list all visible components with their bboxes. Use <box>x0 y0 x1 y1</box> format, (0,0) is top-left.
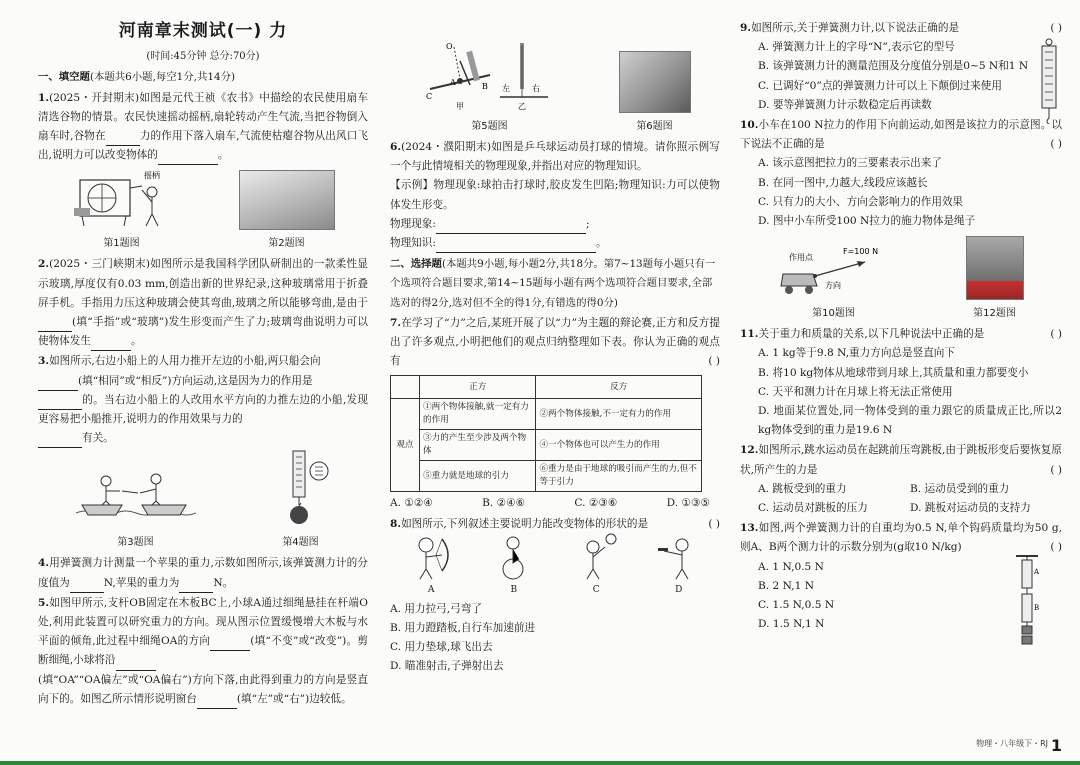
question-10: 10.小车在100 N拉力的作用下向前运动,如图是该拉力的示意图。以下说法不正确的是 ( ) <box>740 119 1062 151</box>
footer-label: 物理・八年级下・RJ <box>976 739 1048 748</box>
figure-5-caption: 第5题图 <box>471 120 508 132</box>
option-d[interactable]: D. 1.5 N,1 N <box>758 618 825 631</box>
label-o: O <box>445 41 453 51</box>
shooting-illustration <box>654 533 704 581</box>
figures-5-6 <box>390 38 720 136</box>
blank[interactable] <box>197 708 237 709</box>
question-2: 2.(2025・三门峡期末)如图所示是我国科学团队研制出的一款柔性显示玻璃,厚度仅有0.03 mm,创造出新的世界纪录,这种玻璃常用于折叠屏手机。手指用力压这种玻璃会使其弯曲,玻璃之所以能够弯曲,是由于(填“手指”或“玻璃”)发生形变而产生了力;玻璃弯曲说明力可以使物体发生 。 <box>38 255 368 351</box>
question-12-options <box>740 499 1062 518</box>
option-a[interactable]: A. 用力拉弓,弓弯了 <box>390 602 482 615</box>
figure-8b-label: B <box>510 584 518 595</box>
option-d[interactable]: D. 图中小车所受100 N拉力的施力物体是绳子 <box>758 215 976 228</box>
question-8-figures <box>390 534 720 600</box>
figure-3-caption: 第3题图 <box>117 537 154 549</box>
figure-10 <box>779 244 889 323</box>
cart-force-diagram <box>779 244 889 300</box>
label-scale-a: A <box>1034 567 1040 576</box>
table-cell: ⑤重力就是地球的引力 <box>420 461 536 492</box>
table-tennis-photo <box>619 51 691 113</box>
question-11: 11.关于重力和质量的关系,以下几种说法中正确的是 ( ) <box>740 328 1062 341</box>
figure-8d-label: D <box>675 584 683 595</box>
table-header-pro: 正方 <box>420 376 536 399</box>
question-4: 4.用弹簧测力计测量一个苹果的重力,示数如图所示,该弹簧测力计的分度值为 N,苹果的重力为 N。 <box>38 554 368 592</box>
spring-scale-icon <box>1036 38 1062 124</box>
question-8: 8.如图所示,下列叙述主要说明力能改变物体的形状的是 ( ) <box>390 517 720 530</box>
page-title: 河南章末测试(一) 力 <box>118 21 288 41</box>
option-a[interactable]: A. 弹簧测力计上的字母“N”,表示它的型号 <box>758 41 955 54</box>
option-a[interactable]: A. 1 N,0.5 N <box>758 560 824 573</box>
section-2-heading: 二、选择题(本题共9小题,每小题2分,共18分。第7~13题每小题只有一个选项符合题目要求,第14~15题每小题有两个选项符合题目要求,全部选对的得2分,选对但不全的得1分,有错选的得0分) <box>390 258 716 309</box>
blank[interactable] <box>116 670 156 671</box>
figures-3-4 <box>38 452 368 552</box>
figure-5 <box>420 41 560 136</box>
option-a[interactable]: A. 跳板受到的重力 <box>758 482 847 495</box>
table-row-label: 观点 <box>391 399 420 492</box>
section-1-heading: 一、填空题(本题共6小题,每空1分,共14分) <box>38 71 236 84</box>
option-b[interactable]: B. 在同一图中,力越大,线段应该越长 <box>758 176 928 189</box>
figure-12 <box>966 236 1024 323</box>
label-b: B <box>481 81 488 91</box>
blank[interactable] <box>38 331 72 332</box>
column-3 <box>740 18 1062 634</box>
table-header-con: 反方 <box>536 376 702 399</box>
label-left: 左 <box>501 83 510 93</box>
option-a[interactable]: A. 该示意图把拉力的三要素表示出来了 <box>758 157 942 170</box>
label-scale-b: B <box>1034 603 1040 612</box>
question-3: 3.如图所示,右边小船上的人用力推开左边的小船,两只船会向 (填“相同”或“相反”)方向运动,这是因为力的作用是 的。当右边小船上的人改用水平方向的力推左边的小船,发现更容易把小船推开,说明力的作用效果与力的 有关。 <box>38 352 368 448</box>
figure-1-caption: 第1题图 <box>103 238 140 250</box>
option-d[interactable]: D. 瞄准射击,子弹射出去 <box>390 660 504 673</box>
question-6-example: 【示例】物理现象:球拍击打球时,胶皮发生凹陷;物理知识:力可以使物体发生形变。 <box>390 179 720 211</box>
option-b[interactable]: B. 该弹簧测力计的测量范围及分度值分别是0~5 N和1 N <box>758 60 1029 73</box>
column-1 <box>38 18 368 709</box>
figure-6 <box>619 51 691 136</box>
table-cell: ④一个物体也可以产生力的作用 <box>536 430 702 461</box>
option-d[interactable]: D. 要等弹簧测力计示数稳定后再读数 <box>758 98 932 111</box>
blank[interactable] <box>210 650 250 651</box>
label-direction: 方向 <box>824 281 841 291</box>
option-c[interactable]: C. ②③⑥ <box>574 497 618 510</box>
figure-8a <box>406 533 456 600</box>
label-right: 右 <box>531 83 540 93</box>
figure-1 <box>72 168 172 253</box>
label-jia: 甲 <box>455 101 464 111</box>
option-b[interactable]: B. 2 N,1 N <box>758 579 814 592</box>
option-c[interactable]: C. 只有力的大小、方向会影响力的作用效果 <box>758 195 964 208</box>
boats-illustration <box>76 461 196 529</box>
figure-6-caption: 第6题图 <box>636 120 673 132</box>
figure-2 <box>239 170 335 253</box>
option-d[interactable]: D. ①③⑤ <box>666 497 710 510</box>
blank[interactable] <box>38 447 82 448</box>
two-spring-scales-diagram <box>1012 554 1042 646</box>
figure-2-caption: 第2题图 <box>268 238 305 250</box>
option-b[interactable]: B. 将10 kg物体从地球带到月球上,其质量和重力都要变小 <box>758 366 1029 379</box>
option-c[interactable]: C. 1.5 N,0.5 N <box>758 599 835 612</box>
bottom-bar <box>0 761 1080 765</box>
figure-12-caption: 第12题图 <box>973 308 1016 320</box>
option-c[interactable]: C. 天平和测力计在月球上将无法正常使用 <box>758 385 953 398</box>
figures-1-2 <box>38 169 368 253</box>
label-point: 作用点 <box>788 253 813 263</box>
question-5: 5.如图甲所示,支杆OB固定在木板BC上,小球A通过细绳悬挂在杆端O处,利用此装置可以研究重力的方向。现从图示位置缓慢增大木板与水平面的倾角,此过程中细绳OA的方向 (填“不变”或“改变”)。剪断细绳,小球将沿 (填“OA”“OA偏左”或“OA偏右”)方向下落,由此得到重力的方向是竖直向下的。如图乙所示情形说明窗台 (填“左”或“右”)边较低。 <box>38 594 368 709</box>
bow-illustration <box>406 533 456 581</box>
question-6-knowledge: 物理知识: 。 <box>390 234 720 253</box>
question-13-body <box>740 558 1062 635</box>
option-d[interactable]: D. 跳板对运动员的支持力 <box>910 502 1031 515</box>
page-number: 1 <box>1050 736 1062 755</box>
figure-10-caption: 第10题图 <box>812 308 855 320</box>
blank[interactable] <box>179 592 213 593</box>
table-cell: ①两个物体接触,就一定有力的作用 <box>420 399 536 430</box>
debate-table <box>390 375 702 492</box>
answer-line-knowledge[interactable] <box>436 252 596 253</box>
option-a[interactable]: A. 1 kg等于9.8 N,重力方向总是竖直向下 <box>758 347 955 360</box>
blank[interactable] <box>158 164 218 165</box>
column-2 <box>390 38 720 677</box>
option-b[interactable]: B. 用力蹬踏板,自行车加速前进 <box>390 622 536 635</box>
question-1: 1.(2025・开封期末)如图是元代王祯《农书》中描绘的农民使用扇车清选谷物的情景。农民快速摇动摇柄,扇轮转动产生气流,当把谷物倒入扇车时,谷物在 力的作用下落入扇车,气流使枯瘪谷物从出风口飞出,说明力可以改变物体的 。 <box>38 89 368 166</box>
blank[interactable] <box>38 390 78 391</box>
table-cell: ⑥重力是由于地球的吸引而产生的力,但不等于引力 <box>536 461 702 492</box>
blank[interactable] <box>91 350 131 351</box>
gravity-direction-apparatus <box>420 41 560 113</box>
figures-10-12 <box>740 235 1062 323</box>
question-12-options <box>740 480 1062 499</box>
question-7-options <box>390 494 720 513</box>
figure-8a-label: A <box>428 584 435 595</box>
winnowing-fan-illustration <box>72 168 172 230</box>
label-yi: 乙 <box>517 101 526 111</box>
question-9-body <box>740 38 1062 115</box>
figure-8c-label: C <box>592 584 600 595</box>
option-c[interactable]: C. 运动员对跳板的压力 <box>758 502 868 515</box>
blank[interactable] <box>70 592 104 593</box>
flexible-glass-photo <box>239 170 335 230</box>
option-d[interactable]: D. 地面某位置处,同一物体受到的重力跟它的质量成正比,所以2 kg物体受到的重力是19.6 N <box>758 405 1062 437</box>
option-b[interactable]: B. 运动员受到的重力 <box>910 482 1010 495</box>
question-13: 13.如图,两个弹簧测力计的自重均为0.5 N,单个钩码质量均为50 g,则A、B两个测力计的示数分别为(g取10 N/kg) ( ) <box>740 522 1062 554</box>
bicycle-illustration <box>489 533 539 581</box>
figure-3 <box>76 461 196 552</box>
diving-board-photo <box>966 236 1024 300</box>
question-6: 6.(2024・濮阳期末)如图是乒乓球运动员打球的情境。请你照示例写一个与此情境相关的物理现象,并指出对应的物理知识。 <box>390 141 720 173</box>
label-c: C <box>425 91 432 101</box>
option-c[interactable]: C. 已调好“0”点的弹簧测力计可以上下颠倒过来使用 <box>758 79 1002 92</box>
question-9: 9.如图所示,关于弹簧测力计,以下说法正确的是 ( ) <box>740 22 1062 34</box>
label-force: F=100 N <box>842 247 878 257</box>
blank[interactable] <box>38 409 82 410</box>
spring-scale-apple-illustration <box>271 449 331 529</box>
figure-4 <box>271 449 331 552</box>
exam-info: (时间:45分钟 总分:70分) <box>146 51 260 63</box>
option-c[interactable]: C. 用力垫球,球飞出去 <box>390 641 493 654</box>
question-12: 12.如图所示,跳水运动员在起跳前压弯跳板,由于跳板形变后要恢复原状,所产生的力是 ( ) <box>740 444 1062 476</box>
question-6-phenomenon: 物理现象: ; <box>390 215 720 234</box>
blank[interactable] <box>106 145 140 146</box>
question-7: 7.在学习了“力”之后,某班开展了以“力”为主题的辩论赛,正方和反方提出了许多观点,小明把他们的观点归纳整理如下表。你认为正确的观点有 ( ) <box>390 316 720 368</box>
figure-8c <box>571 533 621 600</box>
table-cell: ②两个物体接触,不一定有力的作用 <box>536 399 702 430</box>
option-a[interactable]: A. ①②④ <box>390 497 433 510</box>
label-a: A <box>449 77 456 87</box>
figure-8d <box>654 533 704 600</box>
crank-label: 摇柄 <box>143 171 160 181</box>
figure-8b <box>489 533 539 600</box>
option-b[interactable]: B. ②④⑥ <box>482 497 526 510</box>
volleyball-illustration <box>571 533 621 581</box>
table-cell: ③力的产生至少涉及两个物体 <box>420 430 536 461</box>
figure-4-caption: 第4题图 <box>282 537 319 549</box>
